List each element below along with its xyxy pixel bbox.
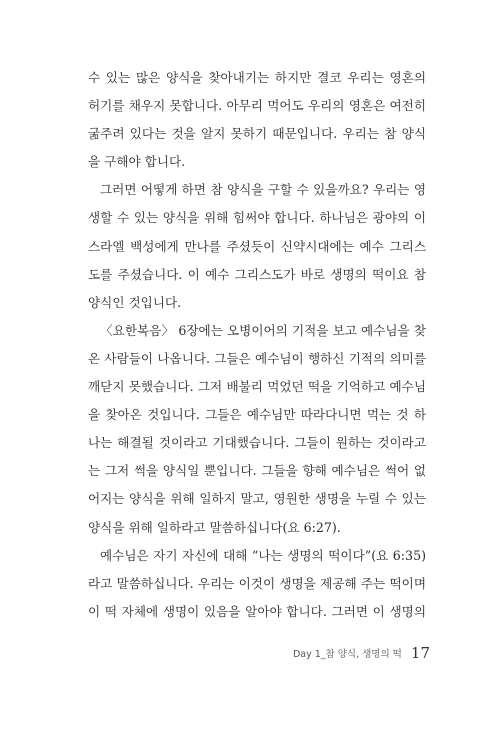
text-line: 허기를 채우지 못합니다. 아무리 먹어도 우리의 영혼은 여전히	[88, 98, 426, 114]
text-line: 예수님은 자기 자신에 대해 “나는 생명의 떡이다”(요 6:35)	[100, 547, 426, 563]
text-line: 을 찾아온 것입니다. 그들은 예수님만 따라다니면 먹는 것 하	[88, 407, 426, 423]
page-number: 17	[410, 644, 430, 662]
text-line: 는 그저 썩을 양식일 뿐입니다. 그들을 향해 예수님은 썩어 없	[88, 463, 426, 479]
text-line: 라고 말씀하십니다. 우리는 이것이 생명을 제공해 주는 떡이며	[88, 575, 426, 591]
text-line: 그러면 어떻게 하면 참 양식을 구할 수 있을까요? 우리는 영	[100, 182, 426, 198]
text-line: 양식인 것입니다.	[88, 294, 182, 310]
text-line: 이 떡 자체에 생명이 있음을 알아야 합니다. 그러면 이 생명의	[88, 603, 426, 619]
body-text	[88, 64, 426, 626]
page-footer	[88, 644, 430, 662]
text-line: 나는 해결될 것이라고 기대했습니다. 그들이 원하는 것이라고	[88, 435, 426, 451]
text-line: 도를 주셨습니다. 이 예수 그리스도가 바로 생명의 떡이요 참	[88, 266, 426, 282]
text-line: 양식을 위해 일하라고 말씀하십니다(요 6:27).	[88, 519, 341, 535]
text-line: 온 사람들이 나옵니다. 그들은 예수님이 행하신 기적의 의미를	[88, 350, 426, 366]
text-line: 어지는 양식을 위해 일하지 말고, 영원한 생명을 누릴 수 있는	[88, 491, 426, 507]
text-line: 생할 수 있는 양식을 위해 힘써야 합니다. 하나님은 광야의 이	[88, 210, 426, 226]
text-line: 을 구해야 합니다.	[88, 154, 186, 170]
running-title: Day 1_참 양식, 생명의 떡	[292, 649, 402, 660]
text-line: 〈요한복음〉 6장에는 오병이어의 기적을 보고 예수님을 찾	[100, 322, 426, 338]
text-line: 굶주려 있다는 것을 알지 못하기 때문입니다. 우리는 참 양식	[88, 126, 426, 142]
text-line: 수 있는 많은 양식을 찾아내기는 하지만 결코 우리는 영혼의	[88, 70, 426, 85]
text-line: 스라엘 백성에게 만나를 주셨듯이 신약시대에는 예수 그리스	[88, 238, 426, 254]
text-line: 깨닫지 못했습니다. 그저 배불리 먹었던 떡을 기억하고 예수님	[88, 379, 426, 395]
